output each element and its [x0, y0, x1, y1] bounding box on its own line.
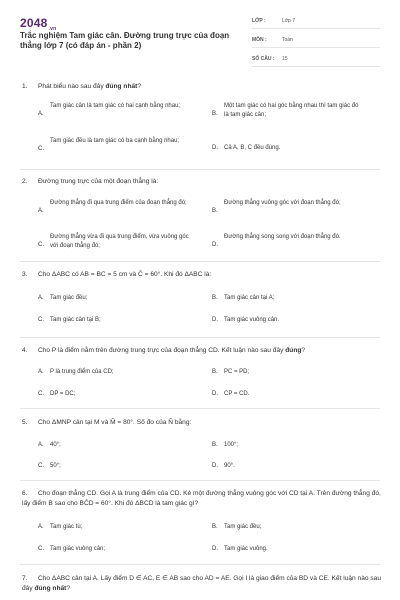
question-text: [22, 270, 382, 280]
meta-key: MÔN :: [252, 37, 267, 43]
option-letter: A.: [38, 369, 44, 375]
option-letter: B.: [212, 208, 218, 214]
option-text: Đường thẳng đi qua trung điểm của đoạn thẳng đó;: [50, 200, 187, 206]
option-text: Cả A, B, C đều đúng.: [224, 145, 281, 151]
option-letter: C.: [38, 242, 44, 248]
option-text: 100°;: [224, 442, 239, 448]
option-letter: A.: [38, 111, 44, 117]
meta-value: Toán: [282, 37, 293, 43]
question-text: [22, 574, 382, 594]
question-emphasis: đúng: [285, 347, 302, 354]
meta-row-subject: [252, 33, 380, 48]
option-text: Tam giác vuông.: [224, 546, 268, 552]
question-text: [22, 418, 382, 428]
document-title: Trắc nghiệm Tam giác cân. Đường trung trực của đoạn thẳng lớp 7 (có đáp án - phần 2): [20, 31, 230, 50]
option-text: DP = DC;: [50, 391, 76, 397]
divider: [20, 261, 380, 262]
question-prompt: Cho P là điểm nằm trên đường trung trực của đoạn thẳng CD. Kết luận nào sau đây: [38, 347, 284, 354]
option-text: Tam giác cân tại B;: [50, 317, 101, 323]
question-number: 3.: [22, 271, 28, 278]
option-text: Đường thẳng vừa đi qua trung điểm, vừa vuông góc với đoạn thẳng đó;: [50, 234, 189, 249]
question-prompt: Đường trung trực của một đoạn thẳng là:: [38, 178, 159, 185]
meta-row-class: [252, 14, 380, 29]
question-number: 1.: [22, 83, 28, 90]
option-text: Tam giác đều là tam giác có ba cạnh bằng nhau;: [50, 138, 180, 144]
option-text: Đường thẳng song song với đoạn thẳng đó.: [224, 234, 341, 240]
option-letter: C.: [38, 146, 44, 152]
question-number: 4.: [22, 347, 28, 354]
meta-row-count: [252, 52, 380, 67]
option-text: CP = CD.: [224, 391, 250, 397]
option-text: Tam giác cân tại A;: [224, 295, 275, 301]
question-prompt: Cho đoạn thẳng CD. Gọi A là trung điểm của CD. Kẻ một đường thẳng vuông góc với CD tại A. Trên đường thẳng đó, lấy điểm B sao cho BĈD = 60°. Khi đó ΔBCD là tam giác gì?: [22, 490, 381, 507]
divider: [20, 480, 380, 481]
option-text: Tam giác đều;: [224, 524, 262, 530]
document-meta: [252, 14, 380, 71]
option-letter: C.: [38, 546, 44, 552]
option-text: Tam giác đều;: [50, 295, 88, 301]
option-text: 40°;: [50, 442, 61, 448]
option-letter: C.: [38, 317, 44, 323]
option-text: Tam giác cân là tam giác có hai cạnh bằng nhau;: [50, 103, 181, 109]
option-letter: A.: [38, 524, 44, 530]
option-text: Một tam giác có hai góc bằng nhau thì tam giác đó là tam giác cân;: [224, 103, 359, 118]
option-text: P là trung điểm của CD;: [50, 369, 114, 375]
option-letter: B.: [212, 524, 218, 530]
divider: [20, 408, 380, 409]
option-letter: D.: [212, 463, 218, 469]
question-text: [22, 177, 382, 187]
divider: [20, 169, 380, 170]
option-letter: B.: [212, 442, 218, 448]
question-number: 5.: [22, 419, 28, 426]
question-prompt: Cho ΔMNP cân tại M và M̂ = 80°. Số đo của N̂ bằng:: [38, 419, 192, 426]
question-number: 6.: [22, 490, 28, 497]
option-text: Tam giác tù;: [50, 524, 83, 530]
question-number: 2.: [22, 178, 28, 185]
question-prompt: Phát biểu nào sau đây: [38, 83, 104, 90]
site-logo[interactable]: [20, 16, 56, 32]
question-text: [22, 82, 382, 92]
meta-key: LỚP :: [252, 18, 266, 24]
option-letter: B.: [212, 369, 218, 375]
option-letter: B.: [212, 111, 218, 117]
question-text: [22, 346, 382, 356]
question-prompt: Cho ΔABC có AB = BC = 5 cm và Ĉ = 60°. Khi đó ΔABC là:: [38, 271, 212, 278]
option-text: 90°.: [224, 463, 235, 469]
question-text: [22, 489, 382, 509]
document-header: [0, 0, 400, 75]
divider: [20, 564, 380, 565]
option-letter: D.: [212, 317, 218, 323]
option-text: PC = PD;: [224, 369, 250, 375]
option-text: 50°;: [50, 463, 61, 469]
divider: [20, 337, 380, 338]
question-number: 7.: [22, 575, 28, 582]
question-suffix: ?: [66, 585, 71, 592]
question-emphasis: đúng nhất: [34, 585, 67, 592]
question-suffix: ?: [301, 347, 306, 354]
option-letter: C.: [38, 391, 44, 397]
option-letter: D.: [212, 391, 218, 397]
option-letter: A.: [38, 208, 44, 214]
question-emphasis: đúng nhất: [105, 83, 138, 90]
option-letter: A.: [38, 295, 44, 301]
option-text: Tam giác vuông cân;: [50, 546, 106, 552]
option-letter: A.: [38, 442, 44, 448]
meta-value: 15: [282, 56, 288, 62]
question-prompt: Cho ΔABC cân tại A. Lấy điểm D ∈ AC, E ∈ AB sao cho AD = AE. Gọi I là giao điểm của BD và CE. Kết luận nào sau đây: [22, 575, 382, 592]
option-letter: C.: [38, 463, 44, 469]
option-text: Tam giác vuông cân.: [224, 317, 280, 323]
option-letter: D.: [212, 145, 218, 151]
logo-text: 2048: [20, 16, 48, 30]
meta-value: Lớp 7: [282, 18, 296, 24]
option-letter: D.: [212, 546, 218, 552]
question-suffix: ?: [137, 83, 142, 90]
meta-key: SỐ CÂU :: [252, 56, 275, 62]
option-letter: B.: [212, 295, 218, 301]
option-text: Đường thẳng vuông góc với đoạn thẳng đó;: [224, 200, 341, 206]
option-letter: D.: [212, 242, 218, 248]
logo-suffix: .vn: [48, 26, 57, 33]
